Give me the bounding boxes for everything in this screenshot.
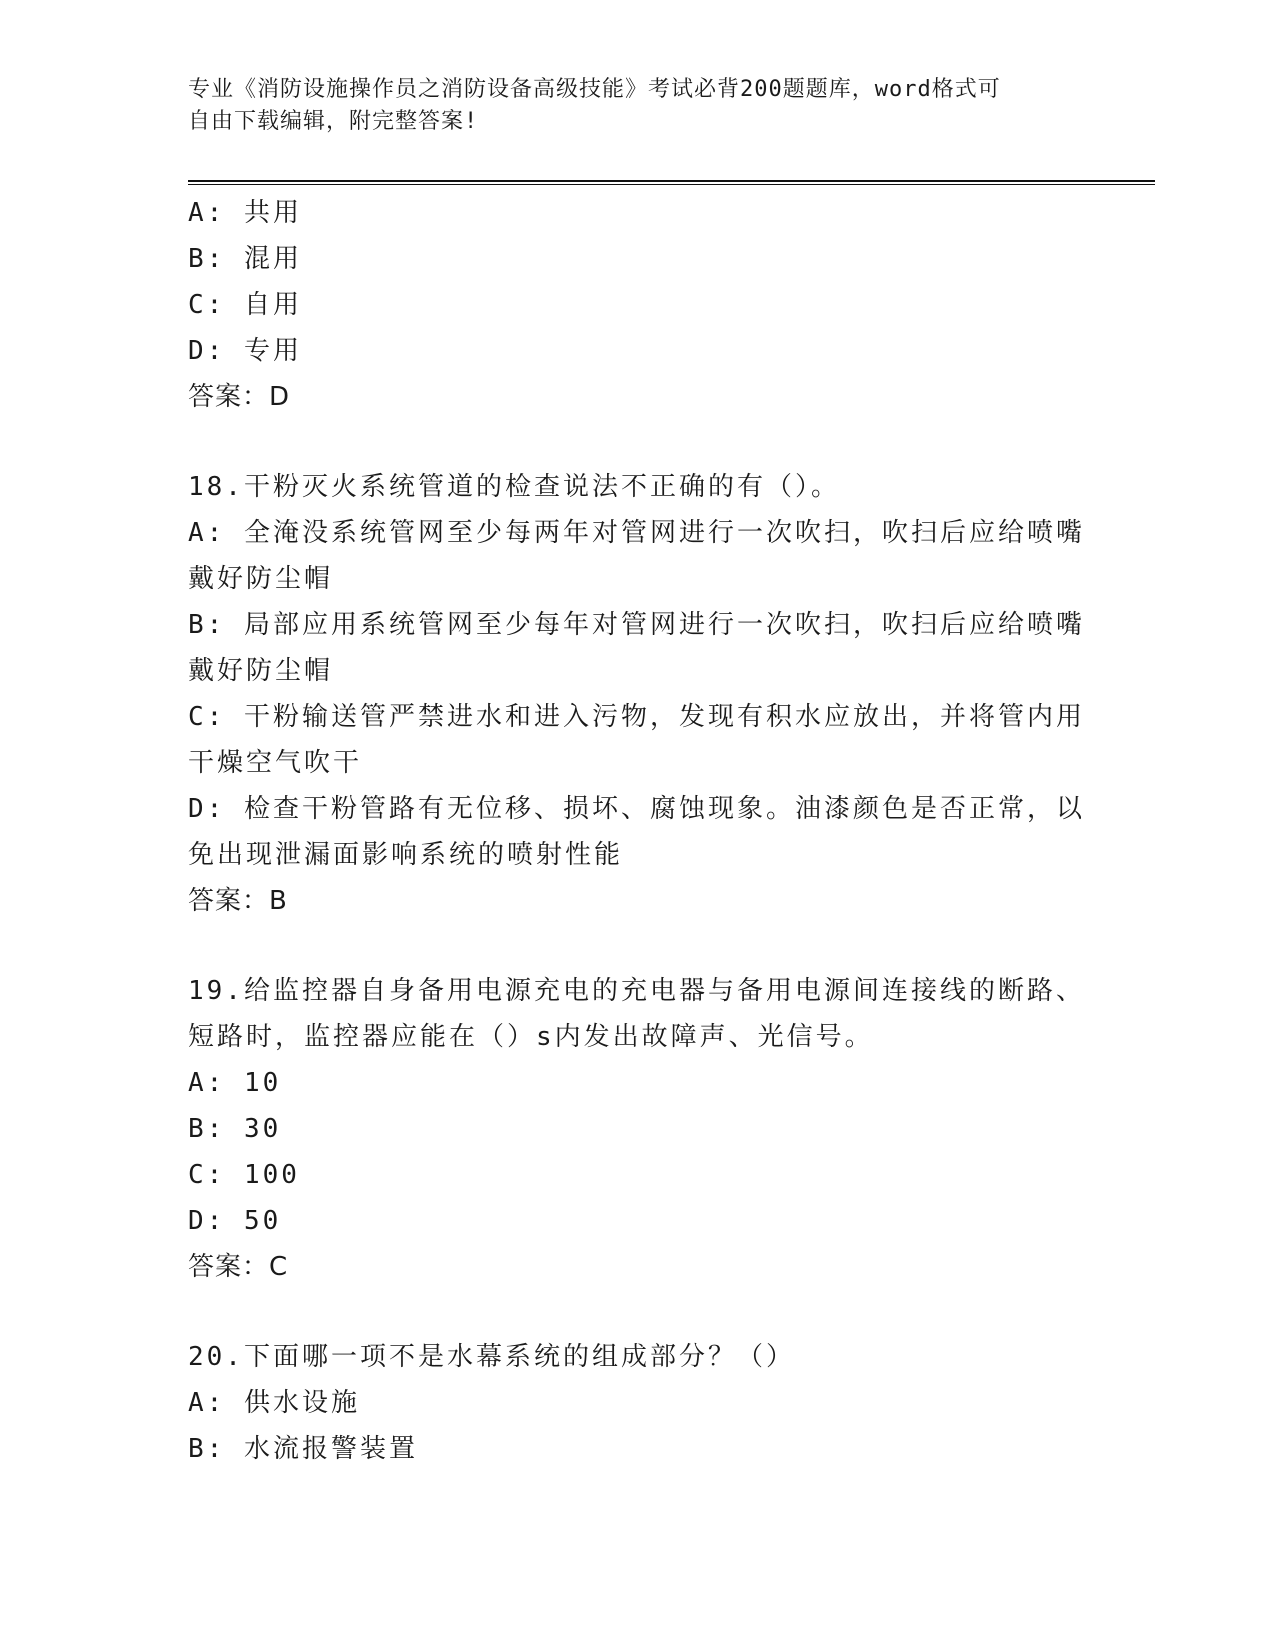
spacer — [188, 420, 1088, 464]
question-text: 20.下面哪一项不是水幕系统的组成部分？（） — [188, 1342, 795, 1372]
answer: 答案：D — [188, 382, 291, 412]
question-17-options — [188, 190, 1088, 420]
spacer — [188, 1290, 1088, 1334]
option-c: C: 干粉输送管严禁进水和进入污物，发现有积水应放出，并将管内用 — [188, 702, 1085, 732]
header-line-1: 专业《消防设施操作员之消防设备高级技能》考试必背200题题库，word格式可 — [188, 77, 1001, 102]
option-b: B: 局部应用系统管网至少每年对管网进行一次吹扫，吹扫后应给喷嘴 — [188, 610, 1085, 640]
answer: 答案：C — [188, 1252, 289, 1282]
header-line-2: 自由下载编辑，附完整答案! — [188, 109, 479, 134]
answer: 答案：B — [188, 886, 288, 916]
option-d: D: 专用 — [188, 336, 302, 366]
question-20 — [188, 1334, 1088, 1472]
question-list — [188, 190, 1088, 1472]
option-a: A: 供水设施 — [188, 1388, 360, 1418]
option-d: D: 检查干粉管路有无位移、损坏、腐蚀现象。油漆颜色是否正常，以 — [188, 794, 1085, 824]
option-a: A: 10 — [188, 1068, 282, 1098]
option-d: D: 50 — [188, 1206, 282, 1236]
question-text-continued: 短路时，监控器应能在（）s内发出故障声、光信号。 — [188, 1022, 874, 1052]
option-c: C: 自用 — [188, 290, 302, 320]
option-a: A: 共用 — [188, 198, 302, 228]
question-text: 19.给监控器自身备用电源充电的充电器与备用电源间连接线的断路、 — [188, 976, 1085, 1006]
option-a: A: 全淹没系统管网至少每两年对管网进行一次吹扫，吹扫后应给喷嘴 — [188, 518, 1085, 548]
question-18 — [188, 464, 1088, 924]
option-b: B: 混用 — [188, 244, 302, 274]
option-c: C: 100 — [188, 1160, 300, 1190]
document-header — [188, 74, 1088, 138]
question-text: 18.干粉灭火系统管道的检查说法不正确的有（）。 — [188, 472, 840, 502]
option-b: B: 水流报警装置 — [188, 1434, 418, 1464]
question-19 — [188, 968, 1088, 1290]
header-divider — [188, 180, 1155, 185]
option-c-continued: 干燥空气吹干 — [188, 748, 363, 778]
spacer — [188, 924, 1088, 968]
option-b-continued: 戴好防尘帽 — [188, 656, 334, 686]
option-a-continued: 戴好防尘帽 — [188, 564, 334, 594]
option-d-continued: 免出现泄漏面影响系统的喷射性能 — [188, 840, 624, 870]
option-b: B: 30 — [188, 1114, 282, 1144]
